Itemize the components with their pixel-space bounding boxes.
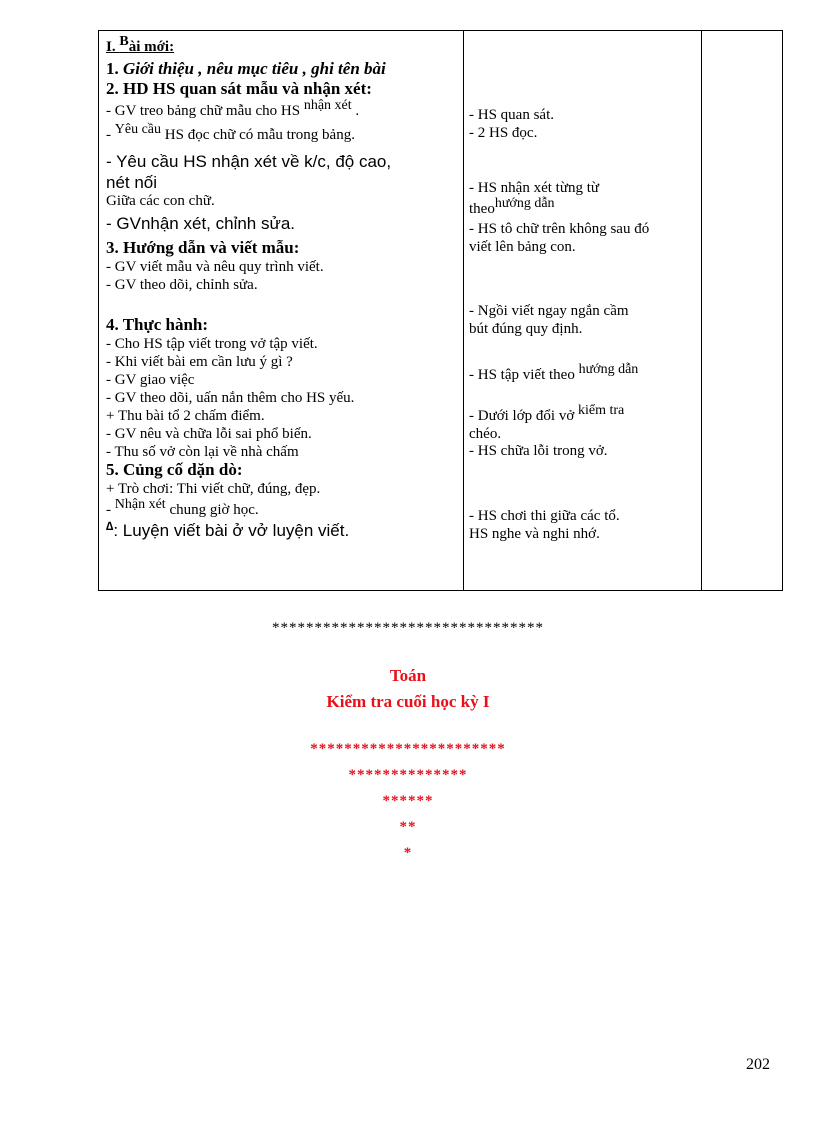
text-line: bút đúng quy định. <box>469 321 583 337</box>
text-line: - 2 HS đọc. <box>469 125 538 141</box>
text-line: - Khi viết bài em cần lưu ý gì ? <box>106 354 293 370</box>
star-row: ** <box>399 819 417 835</box>
text-line: - Yêu cầu HS nhận xét về k/c, độ cao, <box>106 152 392 171</box>
text-line: Giữa các con chữ. <box>106 193 215 209</box>
text-line: - Dưới lớp đổi vở kiểm tra <box>469 403 625 424</box>
student-activities-column <box>469 31 699 590</box>
teacher-activities-column <box>106 31 461 590</box>
text-line: + Thu bài tổ 2 chấm điểm. <box>106 408 265 424</box>
text-line: - GV theo dõi, uấn nắn thêm cho HS yếu. <box>106 390 355 406</box>
text-line: - HS chữa lỗi trong vở. <box>469 443 608 459</box>
text-line: ∆: Luyện viết bài ở vở luyện viết. <box>106 519 350 540</box>
text-line: - GVnhận xét, chỉnh sửa. <box>106 214 296 233</box>
subject-title: Toán <box>389 666 427 685</box>
star-row: *********************** <box>310 741 506 757</box>
notes-column <box>702 31 782 590</box>
text-line: - HS tập viết theo hướng dẫn <box>469 362 639 383</box>
text-line: nét nối <box>106 173 158 192</box>
column-divider <box>463 31 464 590</box>
star-row: ************** <box>348 767 468 783</box>
section-heading: 5. Củng cố dặn dò: <box>106 460 243 479</box>
text-line: + Trò chơi: Thi viết chữ, đúng, đẹp. <box>106 481 321 497</box>
text-line: - Yêu cầu HS đọc chữ có mẫu trong bảng. <box>106 122 355 143</box>
text-line: theohướng dẫn <box>469 196 555 217</box>
section-heading: 4. Thực hành: <box>106 315 209 334</box>
section-heading: I. Bài mới: <box>106 34 175 55</box>
text-line: - GV treo bảng chữ mẫu cho HS nhận xét . <box>106 98 360 119</box>
text-line: - HS quan sát. <box>469 107 554 123</box>
text-line: - GV nêu và chữa lỗi sai phổ biến. <box>106 426 312 442</box>
lesson-plan-table <box>98 30 783 591</box>
text-line: HS nghe và nghi nhớ. <box>469 526 600 542</box>
text-line: - HS tô chữ trên không sau đó <box>469 221 650 237</box>
text-line: viết lên bảng con. <box>469 239 576 255</box>
page-number: 202 <box>746 1056 770 1073</box>
text-line: - HS chơi thi giữa các tổ. <box>469 508 620 524</box>
text-line: - GV viết mẫu và nêu quy trình viết. <box>106 259 324 275</box>
star-row: * <box>403 845 413 861</box>
lesson-title: Kiểm tra cuối học kỳ I <box>326 692 490 711</box>
section-heading: 2. HD HS quan sát mẫu và nhận xét: <box>106 79 372 98</box>
section-heading: 1. Giới thiệu , nêu mục tiêu , ghi tên bài <box>106 59 386 78</box>
text-line: - GV theo dõi, chỉnh sửa. <box>106 277 258 293</box>
text-line: - Ngồi viết ngay ngắn cầm <box>469 303 629 319</box>
star-row: ****** <box>382 793 434 809</box>
text-line: - Thu số vở còn lại về nhà chấm <box>106 444 299 460</box>
text-line: - GV giao việc <box>106 372 195 388</box>
text-line: - HS nhận xét từng từ <box>469 180 599 196</box>
separator: ******************************** <box>272 620 544 636</box>
text-line: - Cho HS tập viết trong vở tập viết. <box>106 336 318 352</box>
text-line: - Nhận xét chung giờ học. <box>106 497 259 518</box>
section-heading: 3. Hướng dẫn và viết mẫu: <box>106 238 300 257</box>
text-line: chéo. <box>469 426 502 442</box>
